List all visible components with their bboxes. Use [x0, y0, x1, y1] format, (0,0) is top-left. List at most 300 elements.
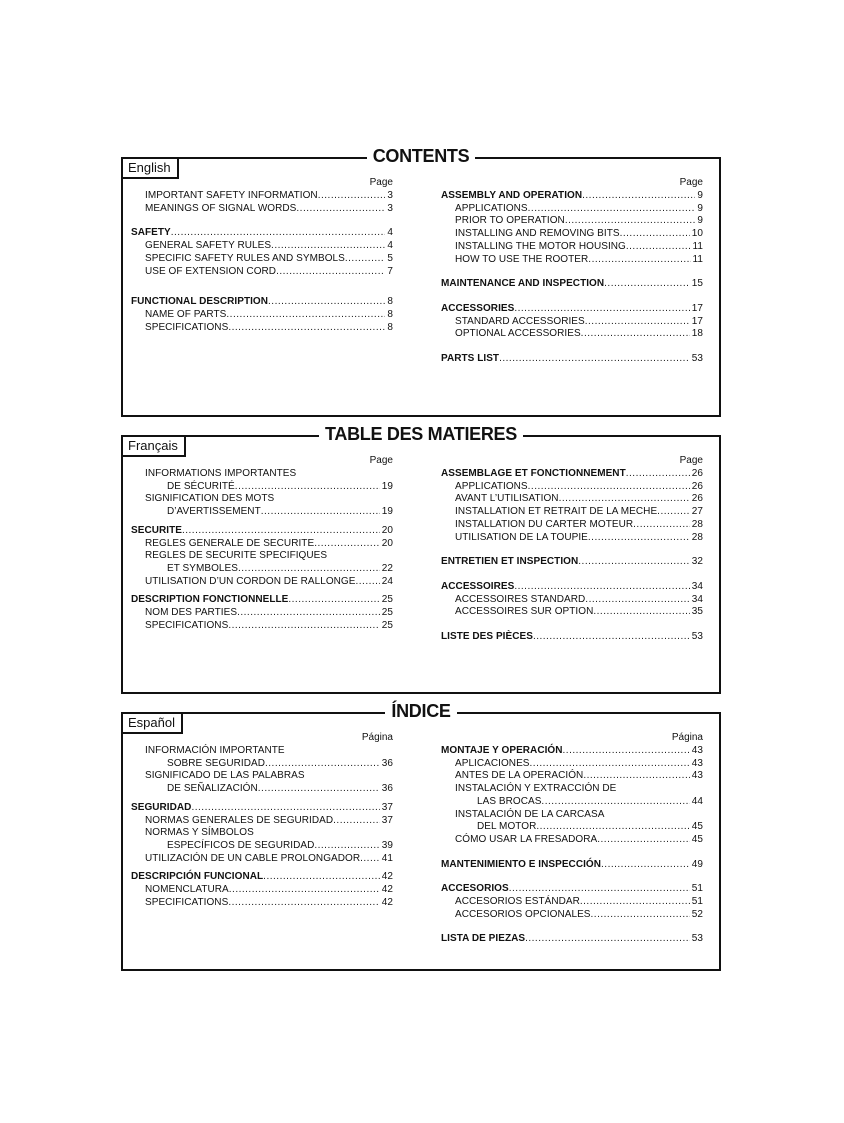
dot-leader	[604, 809, 701, 822]
toc-entry	[131, 607, 393, 620]
entry-title: SAFETY	[131, 227, 171, 239]
entry-title: SEGURIDAD	[131, 801, 192, 813]
toc-entry	[441, 328, 703, 341]
entry-page-number: 24	[381, 575, 393, 587]
toc-entry	[441, 909, 703, 922]
dot-leader	[591, 909, 690, 922]
entry-page-number: 53	[691, 631, 703, 643]
toc-entry	[441, 203, 703, 216]
entry-title: SIGNIFICADO DE LAS PALABRAS	[145, 770, 305, 782]
entry-page-number: 7	[387, 265, 393, 277]
toc-entry	[131, 203, 393, 216]
dot-leader	[296, 203, 385, 216]
entry-title: INFORMATIONS IMPORTANTES	[145, 468, 297, 479]
spacer	[441, 291, 703, 303]
dot-leader	[593, 606, 689, 619]
entry-page-number: 3	[387, 202, 393, 214]
toc-entry	[441, 493, 703, 506]
dot-leader	[355, 576, 379, 589]
dot-leader	[228, 620, 379, 633]
entry-page-number: 41	[381, 852, 393, 864]
entry-page-number: 44	[691, 795, 703, 807]
entry-title: INSTALACIÓN Y EXTRACCIÓN DE	[455, 783, 617, 795]
entry-page-number: 22	[381, 562, 393, 574]
toc-entry	[441, 481, 703, 494]
dot-leader	[601, 859, 690, 872]
contents-section-espanol	[121, 701, 721, 971]
toc-entry	[441, 532, 703, 545]
dot-leader	[360, 853, 380, 866]
entry-title: SOBRE SEGURIDAD	[167, 757, 265, 769]
dot-leader	[318, 190, 386, 203]
entry-title: ASSEMBLAGE ET FONCTIONNEMENT	[441, 468, 626, 479]
spacer	[441, 871, 703, 883]
toc-entry	[441, 594, 703, 607]
entry-page-number: 4	[387, 240, 393, 252]
dot-leader	[235, 481, 380, 494]
toc-chapter-entry	[441, 303, 703, 316]
entry-title: APPLICATIONS	[455, 480, 528, 492]
toc-column-left	[131, 177, 393, 334]
toc-entry	[131, 840, 393, 853]
entry-page-number: 4	[387, 227, 393, 239]
toc-chapter-entry	[441, 745, 703, 758]
entry-page-number: 52	[691, 908, 703, 920]
entry-page-number	[391, 745, 393, 758]
dot-leader	[261, 506, 380, 519]
toc-entry	[441, 215, 703, 228]
dot-leader	[228, 897, 379, 910]
entry-page-number	[391, 770, 393, 783]
dot-leader	[509, 883, 690, 896]
entry-title: INFORMACIÓN IMPORTANTE	[145, 745, 285, 756]
entry-page-number: 5	[387, 252, 393, 264]
entry-page-number: 15	[691, 278, 703, 290]
spacer	[131, 278, 393, 290]
entry-page-number: 20	[381, 524, 393, 536]
toc-column-left	[131, 732, 393, 909]
entry-title: ANTES DE LA OPERACIÓN	[455, 770, 584, 782]
toc-entry	[131, 745, 393, 758]
toc-entry	[131, 620, 393, 633]
entry-page-number: 11	[692, 240, 703, 252]
entry-page-number: 26	[691, 480, 703, 492]
entry-page-number: 9	[697, 190, 703, 201]
dot-leader	[254, 827, 391, 840]
toc-entry	[441, 809, 703, 822]
entry-title: NORMAS Y SÍMBOLOS	[145, 827, 254, 839]
page-column-header: Page	[679, 455, 703, 466]
dot-leader	[514, 581, 689, 594]
entry-page-number	[391, 493, 393, 506]
entry-title: DE SÉCURITÉ	[167, 480, 235, 492]
entry-title: NAME OF PARTS	[145, 308, 227, 320]
entry-page-number: 45	[691, 821, 703, 833]
entry-page-number: 34	[691, 580, 703, 592]
entry-title: ACCESORIOS ESTÁNDAR	[455, 896, 580, 908]
toc-entry	[131, 481, 393, 494]
dot-leader	[626, 241, 691, 254]
toc-entry	[441, 796, 703, 809]
dot-leader	[616, 783, 701, 796]
toc-chapter-entry	[441, 556, 703, 569]
toc-entry	[131, 322, 393, 335]
entry-page-number: 39	[381, 839, 393, 851]
toc-column-left	[131, 455, 393, 632]
toc-entry	[441, 228, 703, 241]
entry-page-number: 45	[691, 833, 703, 845]
dot-leader	[274, 493, 391, 506]
entry-page-number: 17	[691, 315, 703, 327]
toc-entry	[131, 190, 393, 203]
entry-page-number: 49	[691, 858, 703, 870]
toc-entry	[441, 896, 703, 909]
dot-leader	[171, 227, 386, 240]
dot-leader	[578, 556, 689, 569]
entry-page-number: 36	[381, 783, 393, 795]
entry-title: INSTALLATION DU CARTER MOTEUR	[455, 518, 634, 530]
entry-title: MANTENIMIENTO E INSPECCIÓN	[441, 858, 602, 870]
dot-leader	[237, 607, 380, 620]
entry-page-number: 25	[381, 619, 393, 631]
entry-page-number: 19	[381, 506, 393, 518]
dot-leader	[582, 190, 695, 203]
contents-section-francais	[121, 424, 721, 694]
toc-chapter-entry	[131, 802, 393, 815]
dot-leader	[514, 303, 689, 316]
entry-page-number: 34	[691, 593, 703, 605]
toc-entry	[131, 783, 393, 796]
dot-leader	[182, 525, 380, 538]
entry-page-number: 51	[691, 896, 703, 908]
entry-title: D’AVERTISSEMENT	[167, 506, 261, 518]
entry-title: APLICACIONES	[455, 757, 530, 769]
toc-chapter-entry	[441, 933, 703, 946]
toc-entry	[131, 897, 393, 910]
entry-title: DEL MOTOR	[477, 821, 537, 833]
entry-title: DESCRIPTION FONCTIONNELLE	[131, 594, 289, 606]
dot-leader	[585, 316, 690, 329]
dot-leader	[633, 519, 690, 532]
dot-leader	[530, 758, 690, 771]
entry-title: REGLES GENERALE DE SECURITE	[145, 537, 315, 549]
toc-entry	[441, 758, 703, 771]
toc-entry	[131, 493, 393, 506]
dot-leader	[226, 309, 385, 322]
entry-title: NOM DES PARTIES	[145, 607, 238, 619]
toc-chapter-entry	[441, 581, 703, 594]
entry-title: PRIOR TO OPERATION	[455, 215, 565, 227]
entry-title: IMPORTANT SAFETY INFORMATION	[145, 190, 318, 201]
toc-entry	[131, 758, 393, 771]
entry-title: NOMENCLATURA	[145, 884, 229, 896]
dot-leader	[597, 834, 690, 847]
section-title: CONTENTS	[367, 146, 476, 166]
entry-page-number	[391, 468, 393, 481]
entry-page-number: 53	[691, 353, 703, 365]
entry-title: ACCESSOIRES SUR OPTION	[455, 606, 594, 618]
dot-leader	[238, 563, 380, 576]
entry-title: OPTIONAL ACCESSORIES	[455, 328, 581, 340]
entry-page-number: 27	[691, 506, 703, 518]
toc-entry	[131, 827, 393, 840]
entry-page-number	[701, 783, 703, 796]
dot-leader	[563, 745, 690, 758]
entry-title: ACCESSOIRES	[441, 580, 515, 592]
toc-chapter-entry	[441, 278, 703, 291]
entry-page-number: 32	[691, 556, 703, 568]
entry-page-number: 17	[691, 302, 703, 314]
spacer	[441, 569, 703, 581]
entry-title: ET SYMBOLES	[167, 562, 238, 574]
dot-leader	[228, 322, 385, 335]
entry-page-number: 18	[691, 328, 703, 340]
entry-title: UTILISATION D’UN CORDON DE RALLONGE	[145, 575, 356, 587]
section-title: TABLE DES MATIERES	[319, 424, 523, 444]
entry-title: INSTALLING AND REMOVING BITS	[455, 228, 620, 240]
toc-entry	[131, 550, 393, 563]
toc-column-right	[441, 732, 703, 946]
dot-leader	[285, 745, 391, 758]
spacer	[441, 266, 703, 278]
toc-chapter-entry	[131, 227, 393, 240]
entry-title: INSTALACIÓN DE LA CARCASA	[455, 808, 605, 820]
toc-entry	[441, 834, 703, 847]
entry-page-number: 25	[381, 607, 393, 619]
entry-page-number: 53	[691, 933, 703, 945]
entry-title: APPLICATIONS	[455, 202, 528, 214]
toc-chapter-entry	[441, 468, 703, 481]
dot-leader	[263, 871, 380, 884]
entry-title: STANDARD ACCESSORIES	[455, 315, 585, 327]
entry-title: NORMAS GENERALES DE SEGURIDAD	[145, 814, 334, 826]
entry-page-number: 37	[381, 814, 393, 826]
dot-leader	[583, 770, 689, 783]
spacer	[441, 619, 703, 631]
entry-title: SECURITE	[131, 524, 182, 536]
toc-column-right	[441, 455, 703, 644]
entry-page-number: 8	[387, 321, 393, 333]
entry-page-number: 42	[381, 896, 393, 908]
entry-title: UTILIZACIÓN DE UN CABLE PROLONGADOR	[145, 852, 361, 864]
toc-entry	[131, 253, 393, 266]
toc-chapter-entry	[441, 859, 703, 872]
toc-entry	[131, 884, 393, 897]
toc-entry	[441, 783, 703, 796]
toc-entry	[441, 254, 703, 267]
toc-entry	[441, 519, 703, 532]
toc-chapter-entry	[441, 883, 703, 896]
entry-title: SPECIFIC SAFETY RULES AND SYMBOLS	[145, 252, 345, 264]
entry-title: ESPECÍFICOS DE SEGURIDAD	[167, 839, 315, 851]
dot-leader	[305, 770, 391, 783]
toc-chapter-entry	[131, 296, 393, 309]
dot-leader	[327, 550, 391, 563]
entry-title: LISTA DE PIEZAS	[441, 933, 526, 945]
toc-entry	[441, 606, 703, 619]
entry-page-number: 3	[387, 190, 393, 201]
entry-title: UTILISATION DE LA TOUPIE	[455, 531, 588, 543]
toc-chapter-entry	[441, 631, 703, 644]
dot-leader	[265, 758, 380, 771]
dot-leader	[499, 353, 690, 366]
toc-chapter-entry	[131, 525, 393, 538]
dot-leader	[271, 240, 385, 253]
dot-leader	[345, 253, 386, 266]
toc-entry	[441, 821, 703, 834]
entry-title: GENERAL SAFETY RULES	[145, 240, 272, 252]
entry-page-number: 25	[381, 594, 393, 606]
toc-entry	[131, 309, 393, 322]
entry-title: SPECIFICATIONS	[145, 619, 229, 631]
entry-page-number: 42	[381, 871, 393, 883]
toc-entry	[441, 241, 703, 254]
toc-entry	[131, 240, 393, 253]
dot-leader	[314, 538, 380, 551]
dot-leader	[333, 815, 380, 828]
toc-chapter-entry	[131, 871, 393, 884]
entry-page-number: 42	[381, 884, 393, 896]
toc-chapter-entry	[131, 594, 393, 607]
dot-leader	[626, 468, 690, 481]
entry-title: USE OF EXTENSION CORD	[145, 265, 277, 277]
dot-leader	[620, 228, 690, 241]
dot-leader	[565, 215, 696, 228]
entry-page-number: 19	[381, 480, 393, 492]
dot-leader	[588, 532, 690, 545]
entry-page-number: 11	[692, 253, 703, 265]
entry-page-number: 9	[697, 202, 703, 214]
language-label: Français	[123, 437, 186, 457]
page-column-header: Page	[369, 177, 393, 188]
entry-title: MEANINGS OF SIGNAL WORDS	[145, 202, 297, 214]
toc-entry	[131, 506, 393, 519]
entry-title: ASSEMBLY AND OPERATION	[441, 190, 583, 201]
entry-title: CÓMO USAR LA FRESADORA	[455, 833, 598, 845]
page-column-header: Page	[369, 455, 393, 466]
page-column-header: Page	[679, 177, 703, 188]
entry-title: MAINTENANCE AND INSPECTION	[441, 278, 605, 290]
entry-page-number: 9	[697, 215, 703, 227]
entry-page-number: 28	[691, 518, 703, 530]
dot-leader	[580, 896, 690, 909]
language-label: English	[123, 159, 179, 179]
toc-entry	[131, 266, 393, 279]
dot-leader	[559, 493, 690, 506]
dot-leader	[585, 594, 689, 607]
dot-leader	[525, 933, 690, 946]
dot-leader	[229, 884, 380, 897]
entry-title: AVANT L’UTILISATION	[455, 493, 559, 505]
spacer	[441, 341, 703, 353]
entry-title: FUNCTIONAL DESCRIPTION	[131, 296, 269, 308]
dot-leader	[533, 631, 690, 644]
entry-title: SIGNIFICATION DES MOTS	[145, 493, 275, 505]
entry-title: DESCRIPCIÓN FUNCIONAL	[131, 871, 264, 883]
toc-chapter-entry	[441, 353, 703, 366]
entry-page-number: 20	[381, 537, 393, 549]
spacer	[131, 215, 393, 227]
dot-leader	[657, 506, 690, 519]
dot-leader	[536, 821, 689, 834]
entry-title: ACCESSOIRES STANDARD	[455, 593, 586, 605]
dot-leader	[528, 481, 690, 494]
entry-title: INSTALLING THE MOTOR HOUSING	[455, 240, 626, 252]
entry-title: DE SEÑALIZACIÓN	[167, 783, 258, 795]
entry-page-number: 8	[387, 296, 393, 308]
toc-entry	[131, 563, 393, 576]
entry-title: ACCESSORIES	[441, 302, 515, 314]
entry-title: ACCESORIOS	[441, 883, 509, 895]
entry-page-number	[391, 550, 393, 563]
toc-entry	[441, 770, 703, 783]
dot-leader	[541, 796, 689, 809]
entry-page-number: 43	[691, 757, 703, 769]
entry-title: PARTS LIST	[441, 353, 500, 365]
toc-entry	[131, 815, 393, 828]
entry-title: LAS BROCAS	[477, 795, 542, 807]
entry-page-number: 36	[381, 757, 393, 769]
entry-title: SPECIFICATIONS	[145, 896, 229, 908]
dot-leader	[581, 328, 690, 341]
spacer	[441, 847, 703, 859]
entry-page-number: 8	[387, 308, 393, 320]
toc-entry	[131, 576, 393, 589]
dot-leader	[296, 468, 391, 481]
entry-page-number: 35	[691, 606, 703, 618]
dot-leader	[191, 802, 379, 815]
section-title: ÍNDICE	[385, 701, 456, 721]
entry-title: ENTRETIEN ET INSPECTION	[441, 556, 579, 568]
entry-title: INSTALLATION ET RETRAIT DE LA MECHE	[455, 506, 658, 518]
entry-title: REGLES DE SECURITE SPECIFIQUES	[145, 550, 328, 562]
entry-page-number: 37	[381, 801, 393, 813]
toc-entry	[441, 506, 703, 519]
toc-entry	[131, 538, 393, 551]
dot-leader	[288, 594, 379, 607]
entry-page-number: 28	[691, 531, 703, 543]
dot-leader	[314, 840, 379, 853]
spacer	[441, 921, 703, 933]
contents-section-english	[121, 146, 721, 417]
dot-leader	[528, 203, 696, 216]
entry-title: LISTE DES PIÈCES	[441, 631, 533, 643]
entry-page-number	[701, 809, 703, 822]
spacer	[441, 544, 703, 556]
toc-entry	[131, 468, 393, 481]
entry-title: ACCESORIOS OPCIONALES	[455, 908, 591, 920]
entry-page-number: 43	[691, 745, 703, 756]
page-column-header: Página	[361, 732, 393, 743]
entry-page-number: 10	[691, 228, 703, 240]
toc-chapter-entry	[441, 190, 703, 203]
dot-leader	[268, 296, 385, 309]
toc-entry	[131, 770, 393, 783]
entry-page-number	[391, 827, 393, 840]
toc-entry	[441, 316, 703, 329]
entry-page-number: 26	[691, 493, 703, 505]
language-label: Español	[123, 714, 183, 734]
entry-page-number: 51	[691, 883, 703, 895]
dot-leader	[276, 266, 385, 279]
entry-page-number: 43	[691, 770, 703, 782]
dot-leader	[604, 278, 690, 291]
entry-title: SPECIFICATIONS	[145, 321, 229, 333]
entry-page-number: 26	[691, 468, 703, 479]
dot-leader	[258, 783, 380, 796]
entry-title: HOW TO USE THE ROOTER	[455, 253, 589, 265]
toc-column-right	[441, 177, 703, 366]
